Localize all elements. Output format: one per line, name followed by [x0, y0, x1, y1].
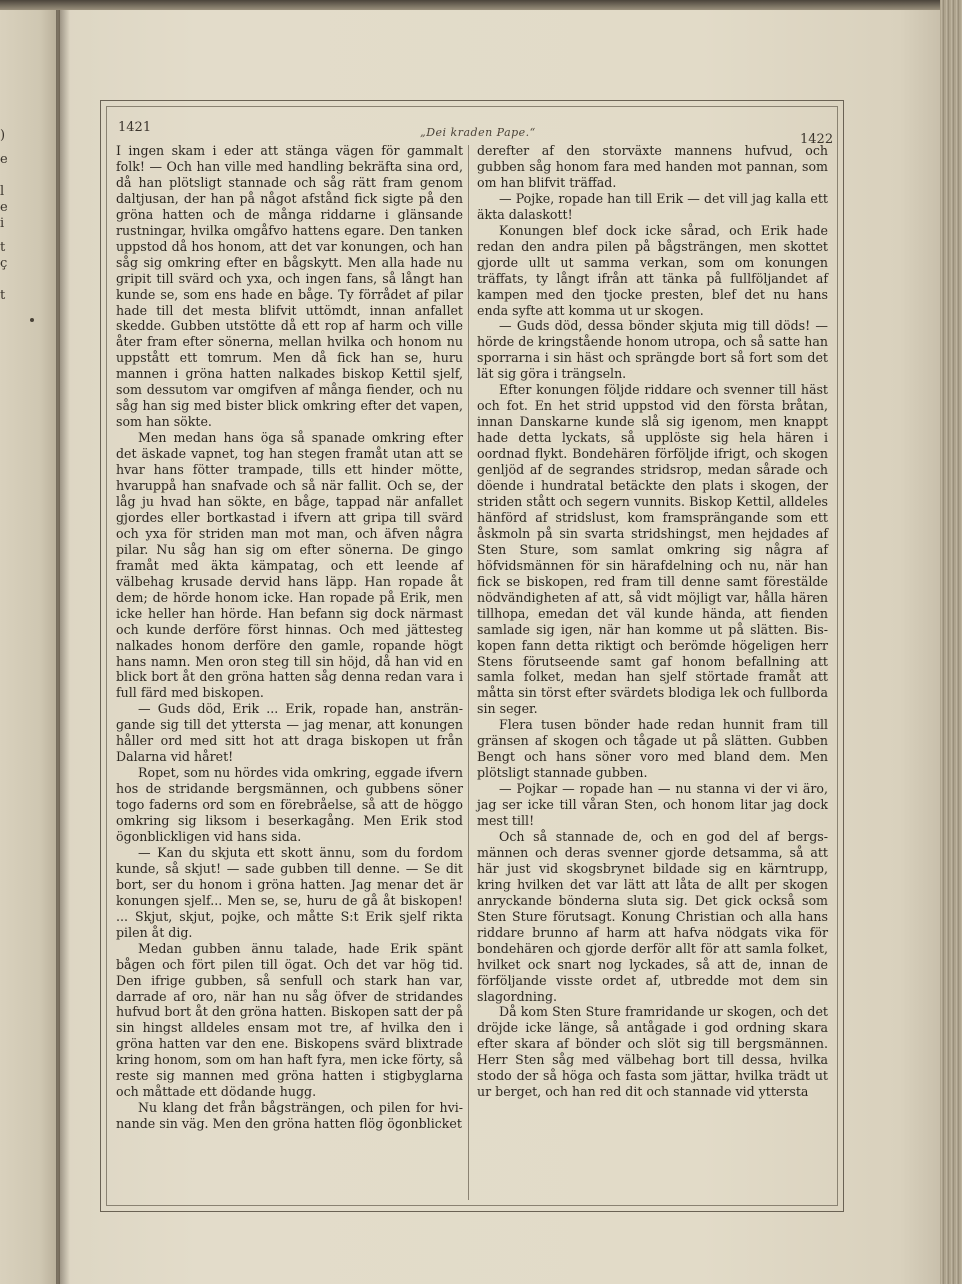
- paragraph: derefter af den storväxte mannens hufvud, och gubben såg honom fara med handen mot pannan, som om han blifvit träffad.: [477, 143, 828, 190]
- adjacent-page-edge: [0, 0, 60, 1284]
- paragraph: Flera tusen bönder hade redan hunnit fram till gränsen af skogen och tågade ut på slätten. Gubben Bengt och hans söner voro med bland dem. Men plötsligt stannade gubben.: [477, 717, 828, 781]
- paragraph: Medan gubben ännu talade, hade Erik spänt bågen och fört pilen till ögat. Och det var hög tid. Den ifrige gubben, så senfull och stark han var, darrade af oro, när han nu såg öfver de stridandes hufvud bort åt den gröna hatten. Biskopen satt der på sin hingst alldeles ensam mot tre, af hvilka den i gröna hatten var den ene. Biskopens svärd blixtrade kring honom, som om han haft fyra, men icke förty, så reste sig mannen med gröna hatten i stigbyglarna och måttade ett dödande hugg.: [116, 940, 463, 1100]
- column-divider: [468, 145, 469, 1200]
- paragraph: Efter konungen följde riddare och svenner till häst och fot. En het strid uppstod vid den första bråtan, innan Danskarne kunde slå sig igenom, men knappt hade detta lyckats, så upplöste sig hela hären i oordnad flykt. Bondehären förföljde ifrigt, och skogen genljöd af de segrandes stridsrop, medan sårade och döende i hundratal betäckte den plats i skogen, der striden stått och segern vunnits. Biskop Kettil, alldeles hänförd af stridslust, kom framsprängande som ett åskmoln på sin svarta stridshingst, men hejdades af Sten Sture, som samlat omkring sig några af höfvidsmännen för sin härafdelning och nu, när han fick se biskopen, red fram till denne samt förestälde nödvändigheten af att, så vidt möjligt var, hålla hären tillhopa, emedan det väl kunde hända, att fienden samlade sig igen, när han komme ut på slätten. Biskopen fann detta riktigt och berömde högeligen herr Stens förutseende samt gaf honom befallning att samla folket, medan han sjelf störtade framåt att måtta sin törst efter svärdets blodiga lek och fullborda sin seger.: [477, 382, 828, 717]
- paragraph: Då kom Sten Sture framridande ur skogen, och det dröjde icke länge, så antågade i god ordning skara efter skara af bönder och slöt sig till bergsmännen. Herr Sten såg med välbehag bort till dessa, hvilka stodo der så höga och fasta som jättar, hvilka trädt ut ur berget, och han red dit och stannade vid yttersta: [477, 1004, 828, 1100]
- paragraph: Men medan hans öga så spanade omkring efter det äskade vapnet, tog han stegen framåt utan att se hvar hans fötter trampade, tills ett hinder mötte, hvaruppå han snafvade och så när fallit. Och se, der låg ju hvad han sökte, en båge, tappad när anfallet gjordes eller bortkastad i ifvern att gripa till svärd och yxa för striden man mot man, och äfven några pilar. Nu såg han sig om efter sönerna. De gingo framåt med äkta kämpatag, och ett leende af välbehag krusade dervid hans läpp. Han ropade åt dem; de hörde honom icke. Han ropade på Erik, men icke heller han hörde. Han befann sig dock närmast och kunde derföre först hinnas. Och med jättesteg nalkades honom derföre den gamle, ropande högt hans namn. Men oron steg till sin höjd, då han vid en blick bort åt den gröna hatten såg denna redan vara i full färd med biskopen.: [116, 430, 463, 701]
- running-head: „Dei kraden Pape.“: [420, 126, 536, 139]
- paragraph: — Guds död, dessa bönder skjuta mig till döds! — hörde de kringstående honom utropa, och så satte han sporrarna i sin häst och sprängde bort så fort som det lät sig göra i trängseln.: [477, 318, 828, 382]
- paragraph: — Kan du skjuta ett skott ännu, som du fordom kunde, så skjut! — sade gubben till denne. — Se dit bort, ser du honom i gröna hatten. Jag menar det är konungen sjelf... Men se, se, huru de gå åt biskopen! ... Skjut, skjut, pojke, och måtte S:t Erik sjelf rikta pilen åt dig.: [116, 844, 463, 940]
- paragraph: Och så stannade de, och en god del af bergsmännen och deras svenner gjorde detsamma, så att här just vid skogsbrynet bildade sig en kärntrupp, kring hvilken det var lätt att låta de allt per skogen anryckande bönderna sluta sig. Det gick också som Sten Sture förutsagt. Konung Christian och alla hans riddare brunno af harm att hafva nödgats vika för bondehären och gjorde derför allt för att samla folket, hvilket ock snart nog lyckades, så att de, innan de förföljande visste ordet af, utbredde mot dem sin slagordning.: [477, 828, 828, 1004]
- paragraph: — Pojkar — ropade han — nu stanna vi der vi äro, jag ser icke till våran Sten, och honom litar jag dock mest till!: [477, 781, 828, 829]
- left-page-fragment: t: [0, 240, 6, 255]
- left-text-column: [116, 143, 463, 1132]
- left-page-fragment: e: [0, 200, 8, 215]
- paragraph: — Guds död, Erik ... Erik, ropade han, ansträngande sig till det yttersta — jag menar, att konungen håller ord med sitt hot att draga biskopen ut från Dalarna vid håret!: [116, 701, 463, 765]
- left-page-fragment: e: [0, 152, 8, 167]
- left-page-fragment: l: [0, 184, 5, 199]
- paragraph: Nu klang det från bågsträngen, och pilen for hvinande sin väg. Men den gröna hatten flög ögonblicket: [116, 1100, 463, 1132]
- paragraph: I ingen skam i eder att stänga vägen för gammalt folk! — Och han ville med handling bekräfta sina ord, då han plötsligt stannade och såg rätt fram genom daltjusan, der han på något afstånd fick sigte på den gröna hatten och de många riddarne i glänsande rustningar, hvilka omgåfvo hattens egare. Den tanken uppstod då hos honom, att det var konungen, och han såg sig omkring efter en bågskytt. Men alla hade nu gripit till svärd och yxa, och ingen fans, så långt han kunde se, som ens hade en båge. Ty förrådet af pilar hade till det mesta blifvit uttömdt, innan anfallet skedde. Gubben utstötte då ett rop af harm och ville åter fram efter sönerna, mellan hvilka och honom nu uppstått ett tomrum. Men då fick han se, huru mannen i gröna hatten nalkades biskop Kettil sjelf, som dessutom var omgifven af många fiender, och nu såg han sig med bister blick omkring efter det vapen, som han sökte.: [116, 143, 463, 430]
- page-stack-edge: [940, 0, 962, 1284]
- left-page-fragment: t: [0, 288, 6, 303]
- right-page-number: 1422: [800, 132, 834, 147]
- page-top-edge: [0, 0, 962, 10]
- left-page-fragment: i: [0, 216, 5, 231]
- book-gutter-shadow: [56, 0, 70, 1284]
- paragraph: Ropet, som nu hördes vida omkring, eggade ifvern hos de stridande bergsmännen, och gubbens söner togo faderns ord som en förebråelse, så att de höggo omkring sig liksom i beserkagång. Men Erik stod ögonblickligen vid hans sida.: [116, 765, 463, 844]
- left-page-number: 1421: [118, 120, 152, 135]
- paragraph: Konungen blef dock icke sårad, och Erik hade redan den andra pilen på bågsträngen, men skottet gjorde ullt ut samma verkan, som om konungen träffats, ty långt ifrån att tänka på fullföljandet af kampen med den tjocke presten, blef det nu hans enda syfte att komma ut ur skogen.: [477, 222, 828, 318]
- paragraph: — Pojke, ropade han till Erik — det vill jag kalla ett äkta dalaskott!: [477, 190, 828, 222]
- left-page-fragment: ç: [0, 256, 8, 271]
- left-page-fragment: ): [0, 128, 6, 143]
- ink-dot: [30, 318, 34, 322]
- right-text-column: [477, 143, 828, 1100]
